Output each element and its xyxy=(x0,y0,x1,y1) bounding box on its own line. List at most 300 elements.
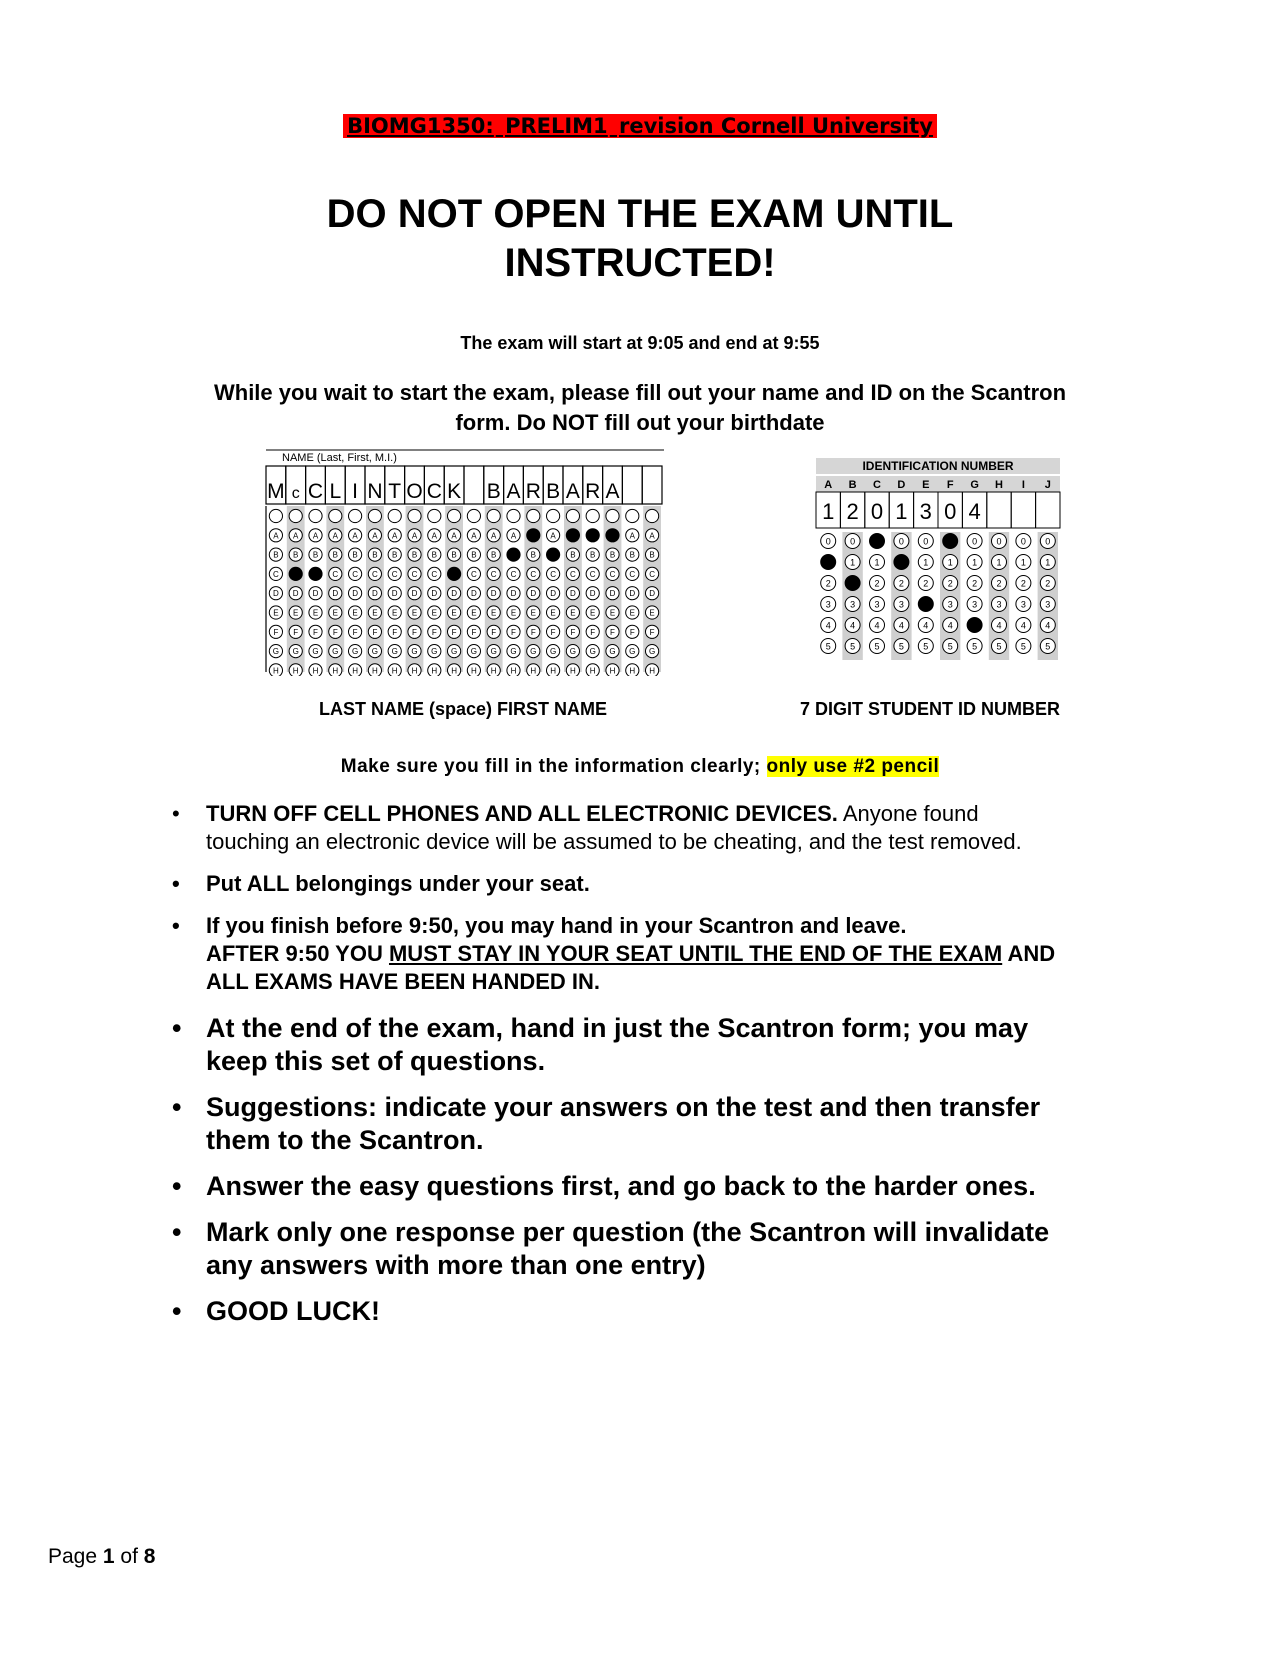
bubble-label: G xyxy=(510,647,517,657)
bubble-label: A xyxy=(471,531,477,541)
bubble-label: 5 xyxy=(898,641,904,652)
bubble-label: D xyxy=(411,589,418,599)
bubble-label: B xyxy=(491,550,497,560)
bubble-label: F xyxy=(332,627,338,637)
rule-finish-time: • If you finish before 9:50, you may hand in your Scantron and leave. AFTER 9:50 YOU MUST STAY IN YOUR SEAT UNTIL THE END OF THE EXAM AND ALL EXAMS HAVE BEEN HANDED IN. xyxy=(172,913,1056,994)
letter-16: R xyxy=(585,480,601,503)
letter-2: C xyxy=(307,480,324,503)
digit-0: 1 xyxy=(822,499,835,524)
bubble-label: A xyxy=(510,531,517,541)
bubble-label: E xyxy=(431,608,437,618)
bubble-label: D xyxy=(570,589,576,599)
bubble-label: A xyxy=(411,531,418,541)
bubble-label: A xyxy=(491,531,497,541)
letter-5: N xyxy=(367,480,383,503)
bubble-label: C xyxy=(372,569,378,579)
bubble-label: H xyxy=(451,666,457,676)
bubble-label: F xyxy=(471,627,477,637)
bubble-label: G xyxy=(431,647,438,657)
bubble-label: G xyxy=(569,647,577,657)
bubble-label: E xyxy=(510,608,517,618)
bubble-label: B xyxy=(392,550,398,560)
id-column-C: C xyxy=(873,479,881,491)
id-column-D: D xyxy=(897,479,906,491)
bubble-label: 3 xyxy=(947,599,953,610)
bubble-label: H xyxy=(530,666,537,676)
digit-5: 0 xyxy=(944,499,957,524)
letter-box xyxy=(622,466,642,504)
bubble-label: E xyxy=(550,608,556,618)
bubble-label: B xyxy=(471,550,477,560)
bubble-label: 5 xyxy=(1020,641,1026,652)
bubble-label: C xyxy=(550,569,556,579)
bubble-label: D xyxy=(589,589,596,599)
scantron-id-grid xyxy=(814,458,1064,662)
bubble-label: D xyxy=(451,589,457,599)
bubble-label: G xyxy=(648,647,656,657)
bubble-label: B xyxy=(411,550,418,560)
bubble-label: A xyxy=(392,531,398,541)
bubble xyxy=(408,509,421,522)
bubble-label: 5 xyxy=(825,641,831,652)
bubble-label: G xyxy=(411,647,418,657)
bubble-label: A xyxy=(649,531,655,541)
id-column-F: F xyxy=(946,479,954,491)
bubble-label: A xyxy=(629,531,635,541)
bubble-label: H xyxy=(372,666,378,676)
bullet-icon: • xyxy=(172,1217,182,1247)
bubble xyxy=(586,529,599,542)
bubble-label: G xyxy=(272,647,280,657)
bubble-label: 4 xyxy=(874,620,880,631)
rule-suggestions: • Suggestions: indicate your answers on the test and then transfer them to the Scantron. xyxy=(172,1092,1041,1155)
bubble-label: C xyxy=(411,569,418,579)
id-grid-caption: 7 DIGIT STUDENT ID NUMBER xyxy=(799,699,1060,719)
rule-easy-first: • Answer the easy questions first, and go back to the harder ones. xyxy=(172,1171,1036,1201)
bubble xyxy=(349,509,362,522)
bullet-icon: • xyxy=(172,1013,182,1043)
instruction-line-1: While you wait to start the exam, please fill out your name and ID on the Scantron xyxy=(213,380,1067,405)
bubble xyxy=(388,509,401,522)
bubble-label: D xyxy=(391,589,398,599)
bubble-label: A xyxy=(431,531,437,541)
bubble-label: D xyxy=(490,589,497,599)
bubble-label: H xyxy=(629,666,636,676)
bubble-label: 1 xyxy=(972,557,978,568)
bubble-label: 2 xyxy=(825,578,831,589)
bubble-label: D xyxy=(372,589,378,599)
bubble xyxy=(269,509,282,522)
bubble-label: G xyxy=(391,647,398,657)
bubble-label: F xyxy=(491,627,497,637)
bubble-label: 0 xyxy=(923,536,929,547)
bubble-label: H xyxy=(391,666,398,676)
bubble xyxy=(527,529,540,542)
bubble-label: G xyxy=(351,647,359,657)
digit-box xyxy=(1011,492,1035,528)
letter-15: A xyxy=(565,480,580,503)
bubble-label: E xyxy=(411,608,418,618)
scantron-instruction xyxy=(0,378,1280,438)
bubble-label: C xyxy=(273,569,279,579)
bubble-label: B xyxy=(451,550,457,560)
bubble-label: 1 xyxy=(947,557,953,568)
bubble-label: 4 xyxy=(923,620,929,631)
id-column-B: B xyxy=(848,479,857,491)
bubble-label: F xyxy=(629,627,635,637)
bubble-label: 1 xyxy=(996,557,1002,568)
bubble-label: 3 xyxy=(972,599,978,610)
bubble-label: D xyxy=(431,589,438,599)
bubble-label: D xyxy=(312,589,319,599)
bubble-label: 4 xyxy=(850,620,856,631)
exam-rules-list xyxy=(160,800,1060,1341)
bubble-label: G xyxy=(312,647,319,657)
bubble-label: E xyxy=(451,608,457,618)
bubble-label: 5 xyxy=(1045,641,1051,652)
bubble-label: D xyxy=(332,589,339,599)
bubble xyxy=(527,509,540,522)
bubble-label: A xyxy=(550,531,556,541)
bubble-label: B xyxy=(649,550,655,560)
bubble-label: E xyxy=(649,608,655,618)
letter-8: C xyxy=(426,480,442,503)
id-column-J: J xyxy=(1044,479,1051,491)
bubble-label: F xyxy=(550,627,556,637)
bubble-label: B xyxy=(372,550,378,560)
bubble-label: 1 xyxy=(874,557,880,568)
bubble xyxy=(289,567,302,580)
bubble-label: H xyxy=(292,666,299,676)
bubble-label: D xyxy=(629,589,636,599)
bubble-label: 4 xyxy=(1045,620,1051,631)
bubble xyxy=(566,529,579,542)
bubble-label: C xyxy=(352,569,358,579)
bubble-label: G xyxy=(490,647,497,657)
bubble-label: C xyxy=(530,569,537,579)
bubble-label: F xyxy=(273,627,279,637)
bubble-label: 5 xyxy=(874,641,880,652)
bubble-label: F xyxy=(412,627,417,637)
bubble-label: C xyxy=(609,569,616,579)
bubble-label: C xyxy=(510,569,517,579)
bubble-label: C xyxy=(471,569,477,579)
bubble-label: H xyxy=(431,666,438,676)
bubble xyxy=(309,509,322,522)
bubble-label: 4 xyxy=(996,620,1002,631)
digit-1: 2 xyxy=(846,499,859,524)
bubble-label: H xyxy=(471,666,477,676)
bubble-label: H xyxy=(589,666,596,676)
letter-9: K xyxy=(447,480,462,503)
bubble xyxy=(507,548,520,561)
total-pages: 8 xyxy=(143,1545,156,1568)
page-footer: Page 1 of 8 xyxy=(48,1545,156,1568)
exam-warning-heading xyxy=(0,190,1280,288)
bubble xyxy=(606,509,619,522)
bubble-label: C xyxy=(431,569,438,579)
bubble-label: A xyxy=(451,531,457,541)
bubble-label: F xyxy=(451,627,457,637)
bubble xyxy=(289,509,302,522)
bubble-label: F xyxy=(530,627,536,637)
bubble-label: 0 xyxy=(996,536,1002,547)
bubble-label: G xyxy=(292,647,299,657)
bubble-label: D xyxy=(292,589,299,599)
bubble-label: H xyxy=(352,666,358,676)
bubble-label: 2 xyxy=(996,578,1002,589)
bubble-label: 5 xyxy=(996,641,1002,652)
bubble-label: B xyxy=(590,550,596,560)
bubble-label: H xyxy=(411,666,418,676)
bubble-label: 3 xyxy=(898,599,904,610)
bubble-label: 1 xyxy=(1020,557,1026,568)
bubble-label: G xyxy=(332,647,339,657)
digit-3: 1 xyxy=(895,499,908,524)
bullet-icon: • xyxy=(172,913,180,938)
id-column-H: H xyxy=(995,479,1003,491)
bubble-label: B xyxy=(293,550,299,560)
warning-line-2: INSTRUCTED! xyxy=(504,241,776,285)
bubble-label: 4 xyxy=(1020,620,1026,631)
bubble-label: B xyxy=(332,550,338,560)
bubble xyxy=(646,509,659,522)
bubble-label: 3 xyxy=(1045,599,1051,610)
warning-line-1: DO NOT OPEN THE EXAM UNTIL xyxy=(326,192,954,236)
bubble-label: B xyxy=(570,550,576,560)
bubble-label: C xyxy=(629,569,636,579)
bubble-label: A xyxy=(372,531,378,541)
bubble-label: 2 xyxy=(1045,578,1051,589)
id-column-E: E xyxy=(922,479,930,491)
bubble xyxy=(448,567,461,580)
letter-0: M xyxy=(267,480,285,503)
bubble-label: 0 xyxy=(898,536,904,547)
bubble-label: H xyxy=(312,666,319,676)
bubble-label: 0 xyxy=(972,536,978,547)
bubble-label: F xyxy=(590,627,596,637)
bubble xyxy=(507,509,520,522)
bubble-label: G xyxy=(589,647,596,657)
letter-17: A xyxy=(605,480,620,503)
bubble-label: D xyxy=(510,589,517,599)
prelim-label: PRELIM1 xyxy=(505,114,608,138)
id-column-I: I xyxy=(1021,479,1025,491)
bubble-label: E xyxy=(293,608,299,618)
id-column-G: G xyxy=(970,479,979,491)
bubble-label: 5 xyxy=(972,641,978,652)
bubble-label: 2 xyxy=(923,578,929,589)
name-grid-caption: LAST NAME (space) FIRST NAME xyxy=(318,699,608,719)
bubble-label: 4 xyxy=(898,620,904,631)
bubble-label: H xyxy=(649,666,655,676)
bubble-label: G xyxy=(470,647,478,657)
bubble-label: E xyxy=(352,608,358,618)
bubble-label: 1 xyxy=(1045,557,1051,568)
bubble xyxy=(967,618,982,633)
bubble-label: G xyxy=(549,647,557,657)
bubble-label: D xyxy=(273,589,279,599)
letter-14: B xyxy=(546,480,561,503)
id-grid-heading: IDENTIFICATION NUMBER xyxy=(862,459,1014,473)
bubble-label: 3 xyxy=(850,599,856,610)
bubble-label: 5 xyxy=(947,641,953,652)
bubble xyxy=(845,576,860,591)
bubble-label: 0 xyxy=(1045,536,1051,547)
bubble-label: C xyxy=(570,569,576,579)
bubble-label: E xyxy=(491,608,497,618)
letter-3: L xyxy=(329,480,342,503)
bubble-label: C xyxy=(589,569,596,579)
bubble-label: B xyxy=(312,550,319,560)
bubble xyxy=(943,534,958,549)
bubble-label: A xyxy=(273,531,279,541)
bubble-label: 1 xyxy=(850,557,856,568)
bullet-icon: • xyxy=(172,1092,182,1122)
bubble-label: E xyxy=(372,608,378,618)
bubble xyxy=(821,555,836,570)
rule-electronics: • TURN OFF CELL PHONES AND ALL ELECTRONIC DEVICES. Anyone found touching an electronic device will be assumed to be cheating, and the test removed. xyxy=(172,801,1022,854)
bubble-label: A xyxy=(352,531,358,541)
bubble-label: H xyxy=(490,666,497,676)
bubble-label: H xyxy=(273,666,279,676)
bubble xyxy=(448,509,461,522)
bubble-label: 1 xyxy=(923,557,929,568)
bubble-label: E xyxy=(392,608,398,618)
bubble-label: D xyxy=(550,589,556,599)
rule-hand-in: • At the end of the exam, hand in just the Scantron form; you may keep this set of questions. xyxy=(172,1013,1029,1076)
bubble-label: H xyxy=(570,666,576,676)
bubble-label: F xyxy=(431,627,437,637)
bubble-label: 5 xyxy=(850,641,856,652)
bubble-label: 0 xyxy=(1020,536,1026,547)
bubble-label: D xyxy=(649,589,655,599)
bubble-label: 4 xyxy=(825,620,831,631)
page-number: 1 xyxy=(102,1545,115,1568)
bubble-label: H xyxy=(510,666,517,676)
bubble xyxy=(467,509,480,522)
bubble-label: D xyxy=(352,589,358,599)
course-title xyxy=(0,114,1280,138)
bubble-label: F xyxy=(610,627,615,637)
bubble-label: B xyxy=(609,550,616,560)
digit-2: 0 xyxy=(870,499,884,524)
pencil-note-highlight: only use #2 pencil xyxy=(766,756,940,777)
bubble xyxy=(894,555,909,570)
digit-6: 4 xyxy=(968,499,981,524)
bubble-label: D xyxy=(530,589,537,599)
bubble-label: 5 xyxy=(923,641,929,652)
bubble-label: B xyxy=(431,550,437,560)
bubble-label: 0 xyxy=(850,536,856,547)
course-code: BIOMG1350: xyxy=(347,114,494,138)
bubble-label: E xyxy=(590,608,596,618)
letter-12: A xyxy=(506,480,521,503)
bubble-label: 2 xyxy=(972,578,978,589)
bubble-label: 2 xyxy=(947,578,953,589)
bubble-label: C xyxy=(391,569,398,579)
bubble xyxy=(606,529,619,542)
letter-6: T xyxy=(388,480,402,503)
bubble-label: B xyxy=(629,550,635,560)
bubble-label: E xyxy=(471,608,477,618)
digit-box xyxy=(1036,492,1060,528)
course-institution: revision Cornell University xyxy=(619,114,933,138)
bubble-label: D xyxy=(609,589,616,599)
bubble-label: G xyxy=(629,647,636,657)
bubble-label: C xyxy=(649,569,655,579)
bubble xyxy=(329,509,342,522)
bubble xyxy=(547,509,560,522)
bubble-label: 2 xyxy=(1020,578,1026,589)
letter-7: O xyxy=(406,480,423,503)
bubble xyxy=(547,548,560,561)
digit-4: 3 xyxy=(919,499,932,524)
bubble-label: 3 xyxy=(825,599,831,610)
bubble-label: 2 xyxy=(898,578,904,589)
bubble xyxy=(309,567,322,580)
bubble-label: B xyxy=(273,550,279,560)
bubble-label: H xyxy=(550,666,556,676)
bubble-label: C xyxy=(490,569,497,579)
bubble-label: 0 xyxy=(825,536,831,547)
bubble-label: A xyxy=(332,531,338,541)
instruction-line-2: form. Do NOT fill out your birthdate xyxy=(455,410,825,435)
bullet-icon: • xyxy=(172,1296,182,1326)
bubble xyxy=(368,509,381,522)
bubble-label: B xyxy=(352,550,358,560)
bubble-label: G xyxy=(450,647,458,657)
pencil-note xyxy=(0,756,1280,778)
bubble-label: H xyxy=(332,666,339,676)
bubble xyxy=(626,509,639,522)
bubble xyxy=(566,509,579,522)
pencil-note-text: Make sure you fill in the information clearly; xyxy=(340,756,761,777)
bubble-label: 3 xyxy=(874,599,880,610)
letter-11: B xyxy=(486,480,501,503)
bubble-label: F xyxy=(313,627,318,637)
bubble-label: F xyxy=(372,627,378,637)
bubble-label: 4 xyxy=(947,620,953,631)
bubble-label: F xyxy=(352,627,358,637)
bubble-label: A xyxy=(312,531,319,541)
rule-one-response: • Mark only one response per question (the Scantron will invalidate any answers with more than one entry) xyxy=(172,1217,1050,1280)
bubble-label: F xyxy=(511,627,516,637)
bubble-label: E xyxy=(332,608,338,618)
letter-box xyxy=(642,466,662,504)
bubble xyxy=(918,597,933,612)
bubble-label: E xyxy=(273,608,279,618)
bubble xyxy=(586,509,599,522)
bubble-label: F xyxy=(392,627,398,637)
bubble-label: G xyxy=(371,647,379,657)
bubble-label: E xyxy=(629,608,635,618)
bubble-label: 2 xyxy=(874,578,880,589)
letter-1: c xyxy=(291,485,300,502)
bubble xyxy=(870,534,885,549)
bubble-label: E xyxy=(570,608,576,618)
bullet-icon: • xyxy=(172,801,180,826)
bubble-label: D xyxy=(471,589,477,599)
digit-box xyxy=(987,492,1011,528)
bubble-label: F xyxy=(649,627,655,637)
letter-4: I xyxy=(352,480,359,503)
bubble-label: E xyxy=(530,608,536,618)
bubble-label: B xyxy=(530,550,536,560)
bubble-label: H xyxy=(609,666,616,676)
bubble-label: A xyxy=(293,531,299,541)
bubble-label: E xyxy=(609,608,616,618)
